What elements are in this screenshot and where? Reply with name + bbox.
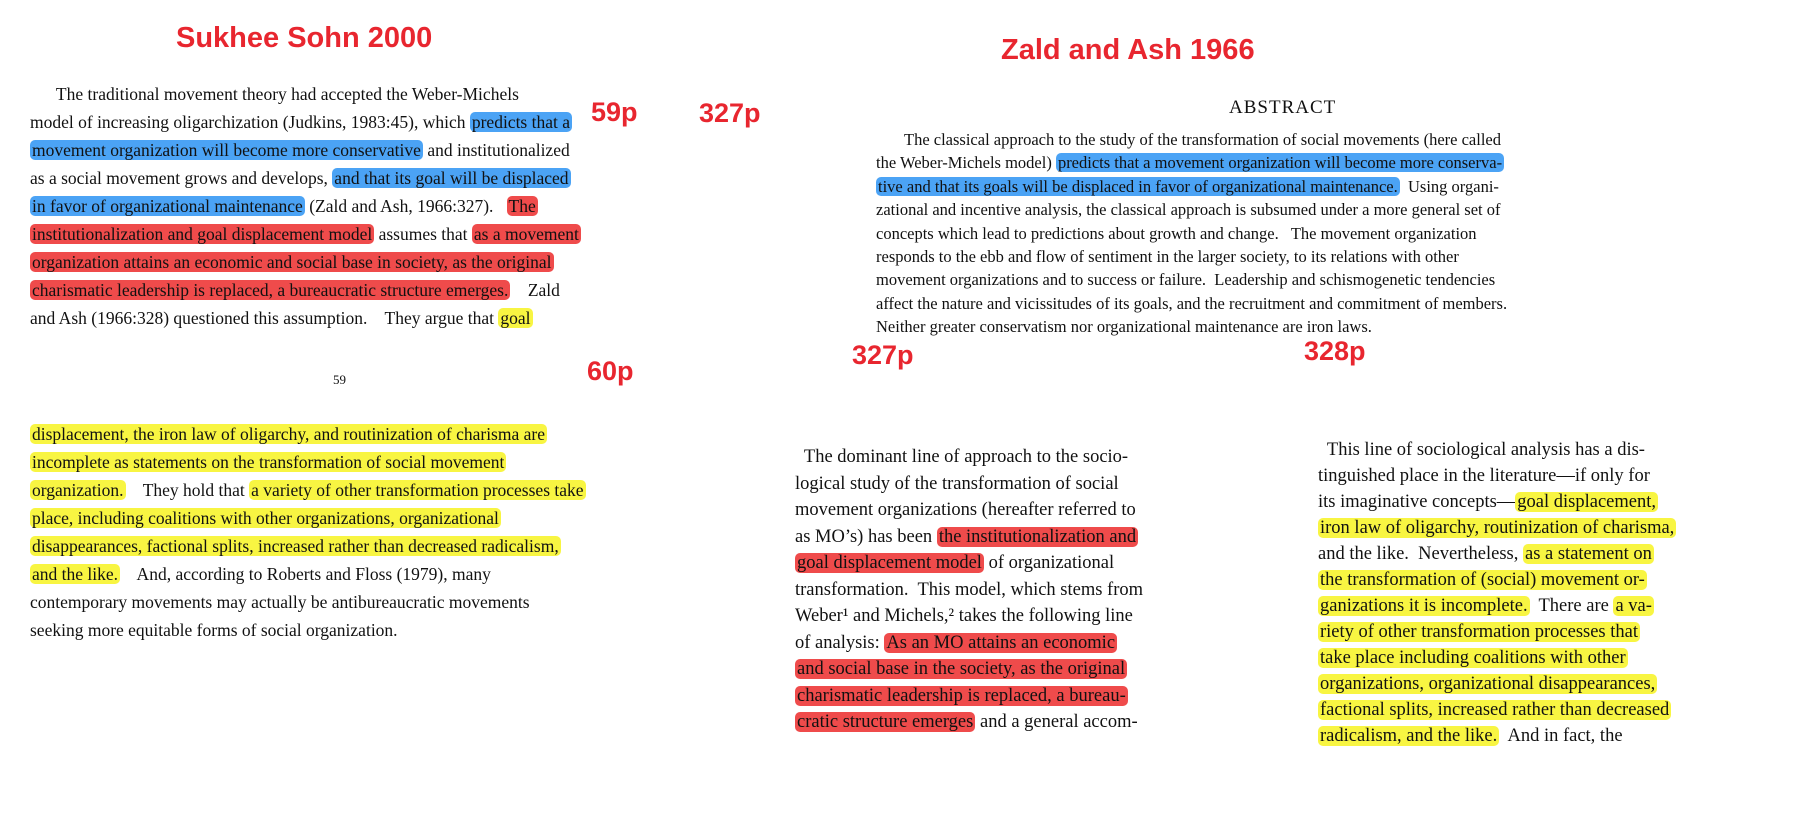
- text-span: And in fact, the: [1499, 726, 1623, 746]
- text-line: [795, 603, 1133, 630]
- highlight-red: institutionalization and goal displacement model: [32, 224, 373, 244]
- highlight-yellow: take place including coalitions with other: [1320, 648, 1626, 668]
- text-span: and institutionalized: [422, 140, 570, 160]
- text-line: [1318, 541, 1654, 567]
- text-line: [876, 151, 1504, 174]
- highlight-blue: predicts that a movement organization will become more conserva-: [1057, 153, 1503, 173]
- text-line: [30, 164, 571, 192]
- highlight-blue: predicts that a: [471, 112, 570, 132]
- sohn-title: Sukhee Sohn 2000: [176, 22, 433, 54]
- text-span: seeking more equitable forms of social organization.: [30, 620, 398, 640]
- text-span: logical study of the transformation of social: [795, 473, 1119, 494]
- highlight-yellow: iron law of oligarchy, routinization of charisma,: [1320, 518, 1675, 538]
- text-line: [30, 588, 530, 616]
- text-line: [1318, 697, 1671, 723]
- text-span: zational and incentive analysis, the classical approach is subsumed under a more general set of: [876, 200, 1501, 220]
- highlight-yellow: goal: [500, 308, 531, 328]
- text-line: [30, 108, 572, 136]
- highlight-red: The: [508, 196, 536, 216]
- text-line: [30, 192, 538, 220]
- highlight-yellow: organization.: [32, 480, 124, 500]
- text-line: [904, 128, 1501, 151]
- highlight-blue: movement organization will become more conservative: [32, 140, 421, 160]
- highlight-yellow: and the like.: [32, 564, 119, 584]
- text-line: [795, 444, 1128, 471]
- text-line: [795, 709, 1138, 736]
- text-line: [876, 245, 1459, 268]
- text-span: (Zald and Ash, 1966:327).: [304, 196, 507, 216]
- text-line: [30, 560, 491, 588]
- text-line: [1318, 463, 1650, 489]
- highlight-yellow: riety of other transformation processes that: [1320, 622, 1638, 642]
- text-line: [30, 80, 519, 108]
- zald-title: Zald and Ash 1966: [1001, 34, 1255, 66]
- text-span: concepts which lead to predictions about growth and change. The movement organization: [876, 223, 1477, 243]
- text-span: Neither greater conservatism nor organizational maintenance are iron laws.: [876, 317, 1372, 337]
- highlight-red: and social base in the society, as the original: [797, 659, 1126, 679]
- text-line: [876, 268, 1495, 291]
- text-span: its imaginative concepts—: [1318, 492, 1516, 512]
- highlight-yellow: organizations, organizational disappearances,: [1320, 674, 1656, 694]
- text-line: [795, 524, 1138, 551]
- highlight-yellow: a va-: [1615, 596, 1652, 616]
- highlight-red: as a movement: [473, 224, 579, 244]
- page-label-328p: 328p: [1304, 336, 1366, 366]
- text-span: They hold that: [125, 480, 250, 500]
- text-span: of analysis:: [795, 632, 885, 653]
- highlight-yellow: the transformation of (social) movement or-: [1320, 570, 1645, 590]
- text-span: model of increasing oligarchization (Judkins, 1983:45), which: [30, 112, 470, 132]
- text-span: affect the nature and vicissitudes of its goals, and the recruitment and commitment of members.: [876, 293, 1508, 313]
- text-span: contemporary movements may actually be antibureaucratic movements: [30, 592, 530, 612]
- highlight-yellow: goal displacement,: [1517, 492, 1657, 512]
- highlight-yellow: displacement, the iron law of oligarchy, and routinization of charisma are: [32, 424, 545, 444]
- text-span: The classical approach to the study of the transformation of social movements (here called: [904, 130, 1501, 149]
- text-line: [30, 504, 501, 532]
- highlight-yellow: incomplete as statements on the transformation of social movement: [32, 452, 505, 472]
- text-span: The traditional movement theory had accepted the Weber-Michels: [30, 84, 519, 104]
- text-line: [876, 292, 1507, 315]
- text-line: [1318, 593, 1654, 619]
- text-line: [1318, 437, 1645, 463]
- text-line: [1318, 723, 1623, 749]
- text-span: assumes that: [374, 224, 472, 244]
- text-line: [30, 448, 506, 476]
- text-line: [1318, 671, 1657, 697]
- text-span: as MO’s) has been: [795, 526, 937, 547]
- text-span: Weber¹ and Michels,² takes the following line: [795, 606, 1133, 626]
- highlight-red: organization attains an economic and social base in society, as the original: [32, 252, 552, 272]
- text-span: Using organi-: [1399, 176, 1499, 196]
- highlight-yellow: as a statement on: [1524, 544, 1652, 564]
- text-span: And, according to Roberts and Floss (1979), many: [120, 564, 491, 584]
- abstract-title: ABSTRACT: [1229, 97, 1337, 118]
- highlight-blue: tive and that its goals will be displaced in favor of organizational maintenance.: [878, 176, 1398, 196]
- text-line: [30, 304, 533, 332]
- text-span: transformation. This model, which stems from: [795, 579, 1144, 600]
- highlight-red: the institutionalization and: [938, 526, 1137, 547]
- text-line: [795, 577, 1143, 604]
- text-span: and a general accom-: [975, 712, 1138, 732]
- highlight-red: cratic structure emerges: [797, 712, 974, 732]
- text-line: [876, 222, 1477, 245]
- highlight-yellow: radicalism, and the like.: [1320, 726, 1498, 746]
- highlight-yellow: factional splits, increased rather than decreased: [1320, 700, 1670, 720]
- text-line: [795, 656, 1127, 683]
- highlight-yellow: a variety of other transformation processes take: [251, 480, 584, 500]
- text-line: [1318, 567, 1647, 593]
- text-line: [30, 220, 581, 248]
- text-line: [876, 175, 1499, 198]
- text-span: responds to the ebb and flow of sentiment in the larger society, to its relations with other: [876, 247, 1459, 266]
- text-line: [795, 497, 1136, 524]
- text-line: [1318, 515, 1676, 541]
- page-label-327p-abstract: 327p: [699, 98, 761, 128]
- text-line: [1318, 489, 1658, 515]
- page-label-59p: 59p: [591, 97, 638, 127]
- highlight-yellow: disappearances, factional splits, increased rather than decreased radicalism,: [32, 536, 559, 556]
- sohn-page-number: 59: [333, 372, 346, 387]
- text-span: movement organizations and to success or failure. Leadership and schismogenetic tendencies: [876, 270, 1496, 290]
- text-span: There are: [1529, 596, 1614, 616]
- text-span: The dominant line of approach to the socio-: [795, 447, 1129, 467]
- highlight-red: goal displacement model: [797, 553, 982, 573]
- text-line: [876, 315, 1372, 338]
- highlight-red: charismatic leadership is replaced, a bureaucratic structure emerges.: [32, 280, 509, 300]
- highlight-red: charismatic leadership is replaced, a bureau-: [797, 685, 1126, 706]
- text-span: and the like. Nevertheless,: [1318, 544, 1523, 564]
- text-line: [876, 198, 1501, 221]
- text-span: the Weber-Michels model): [876, 153, 1056, 173]
- text-span: of organizational: [983, 553, 1115, 573]
- text-line: [795, 683, 1128, 710]
- text-span: as a social movement grows and develops,: [30, 168, 333, 188]
- highlight-yellow: place, including coalitions with other organizations, organizational: [32, 508, 499, 528]
- text-span: and Ash (1966:328) questioned this assumption. They argue that: [30, 308, 499, 328]
- text-line: [795, 471, 1119, 498]
- page-label-327p-body: 327p: [852, 340, 914, 370]
- text-line: [795, 550, 1114, 577]
- text-line: [1318, 645, 1628, 671]
- text-span: Zald: [510, 280, 560, 300]
- text-line: [30, 532, 561, 560]
- text-line: [30, 136, 570, 164]
- highlight-blue: and that its goal will be displaced: [334, 168, 569, 188]
- text-span: tinguished place in the literature—if only for: [1318, 466, 1650, 486]
- text-line: [795, 630, 1117, 657]
- highlight-blue: in favor of organizational maintenance: [32, 196, 303, 216]
- text-line: [30, 248, 554, 276]
- page-label-60p: 60p: [587, 356, 634, 386]
- text-span: movement organizations (hereafter referred to: [795, 500, 1136, 520]
- text-span: This line of sociological analysis has a dis-: [1318, 440, 1645, 460]
- text-line: [30, 420, 547, 448]
- text-line: [30, 276, 560, 304]
- text-line: [30, 476, 586, 504]
- text-line: [1318, 619, 1640, 645]
- highlight-yellow: ganizations it is incomplete.: [1320, 596, 1528, 616]
- highlight-red: As an MO attains an economic: [886, 632, 1116, 653]
- text-line: [30, 616, 398, 644]
